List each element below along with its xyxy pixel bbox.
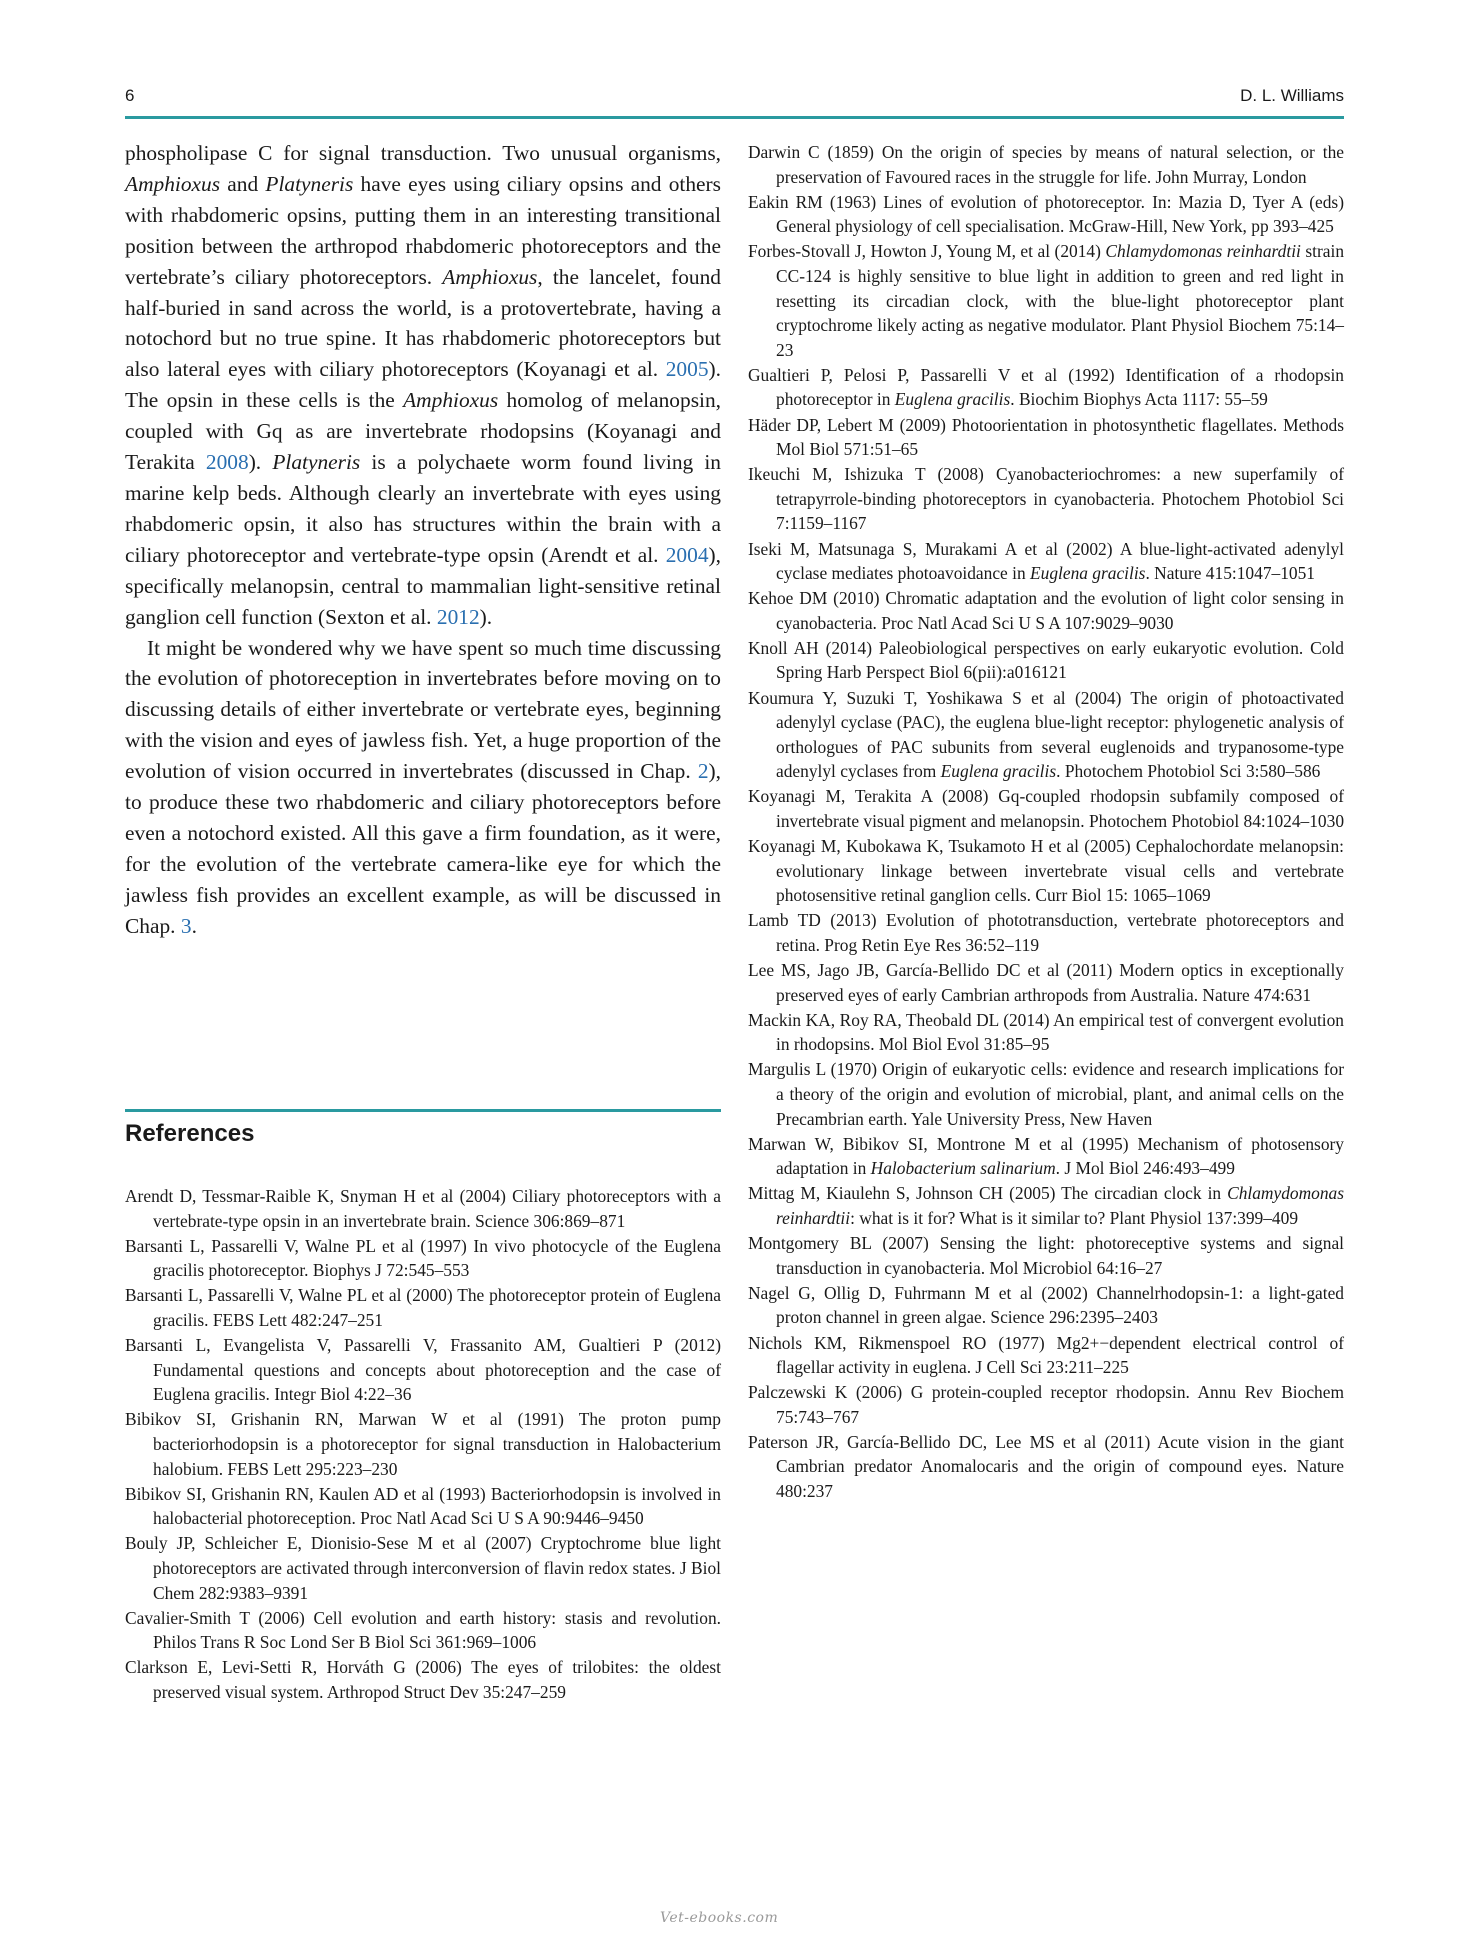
reference-entry: Barsanti L, Passarelli V, Walne PL et al (2000) The photoreceptor protein of Euglena gracilis. FEBS Lett 482:247–251 <box>125 1285 721 1330</box>
reference-entry: Palczewski K (2006) G protein-coupled receptor rhodopsin. Annu Rev Biochem 75:743–767 <box>748 1382 1344 1427</box>
reference-entry: Kehoe DM (2010) Chromatic adaptation and the evolution of light color sensing in cyanobacteria. Proc Natl Acad Sci U S A 107:9029–9030 <box>748 588 1344 633</box>
reference-entry: Eakin RM (1963) Lines of evolution of photoreceptor. In: Mazia D, Tyer A (eds) General physiology of cell specialisation. McGraw-Hill, New York, pp 393–425 <box>748 191 1344 237</box>
reference-entry: Knoll AH (2014) Paleobiological perspectives on early eukaryotic evolution. Cold Spring Harb Perspect Biol 6(pii):a016121 <box>748 637 1344 683</box>
reference-entry: Koyanagi M, Terakita A (2008) Gq-coupled rhodopsin subfamily composed of invertebrate visual pigment and melanopsin. Photochem Photobiol 84:1024–1030 <box>748 786 1345 832</box>
reference-entry: Ikeuchi M, Ishizuka T (2008) Cyanobacteriochromes: a new superfamily of tetrapyrrole-binding photoreceptors in cyanobacteria. Photochem Photobiol Sci 7:1159–1167 <box>748 464 1344 534</box>
references-rule <box>125 1109 721 1112</box>
page-number: 6 <box>125 86 135 105</box>
italic-text: Amphioxus <box>403 388 499 413</box>
italic-text: Euglena gracilis <box>894 389 1011 410</box>
reference-entry: Koyanagi M, Kubokawa K, Tsukamoto H et al (2005) Cephalochordate melanopsin: evolutionary linkage between invertebrate visual cells and vertebrate photosensitive retinal ganglion cells. Curr Biol 15: 1065–1069 <box>748 836 1344 906</box>
reference-entry: Forbes-Stovall J, Howton J, Young M, et al (2014) Chlamydomonas reinhardtii strain CC-124 is highly sensitive to blue light in addition to green and red light in resetting its circadian clock, with the blue-light photoreceptor plant cryptochrome likely acting as negative modulator. Plant Physiol Biochem 75:14–23 <box>748 241 1345 360</box>
reference-entry: Mittag M, Kiaulehn S, Johnson CH (2005) The circadian clock in Chlamydomonas reinhardtii: what is it for? What is it similar to? Plant Physiol 137:399–409 <box>748 1183 1344 1229</box>
reference-entry: Cavalier-Smith T (2006) Cell evolution and earth history: stasis and revolution. Philos Trans R Soc Lond Ser B Biol Sci 361:969–1006 <box>125 1607 721 1653</box>
reference-entry: Lee MS, Jago JB, García-Bellido DC et al (2011) Modern optics in exceptionally preserved eyes of early Cambrian arthropods from Australia. Nature 474:631 <box>748 960 1344 1005</box>
citation-link[interactable]: 2012 <box>436 604 480 629</box>
references-list-left <box>125 1184 721 1705</box>
reference-entry: Montgomery BL (2007) Sensing the light: photoreceptive systems and signal transduction in cyanobacteria. Mol Microbiol 64:16–27 <box>748 1233 1344 1278</box>
reference-entry: Marwan W, Bibikov SI, Montrone M et al (1995) Mechanism of photosensory adaptation in Halobacterium salinarium. J Mol Biol 246:493–499 <box>748 1133 1344 1179</box>
italic-text: Chlamydomonas reinhardtii <box>1105 241 1301 262</box>
running-head-author: D. L. Williams <box>1240 86 1344 105</box>
reference-entry: Barsanti L, Passarelli V, Walne PL et al (1997) In vivo photocycle of the Euglena gracilis photoreceptor. Biophys J 72:545–553 <box>125 1235 721 1281</box>
reference-entry: Paterson JR, García-Bellido DC, Lee MS et al (2011) Acute vision in the giant Cambrian predator Anomalocaris and the origin of compound eyes. Nature 480:237 <box>748 1431 1344 1502</box>
italic-text: Euglena gracilis <box>940 761 1057 782</box>
reference-entry: Mackin KA, Roy RA, Theobald DL (2014) An empirical test of convergent evolution in rhodopsins. Mol Biol Evol 31:85–95 <box>748 1009 1344 1055</box>
citation-link[interactable]: 2005 <box>665 357 709 382</box>
body-paragraph: It might be wondered why we have spent so much time discussing the evolution of photoreception in invertebrates before moving on to discussing details of either invertebrate or vertebrate eyes, beginning with the vision and eyes of jawless fish. Yet, a huge proportion of the evolution of vision occurred in invertebrates (discussed in Chap. 2), to produce these two rhabdomeric and ciliary photoreceptors before even a notochord existed. All this gave a firm foundation, as it were, for the evolution of the vertebrate camera-like eye for which the jawless fish provides an excellent example, as will be discussed in Chap. 3. <box>125 635 721 938</box>
reference-entry: Bibikov SI, Grishanin RN, Marwan W et al (1991) The proton pump bacteriorhodopsin is a photoreceptor for signal transduction in Halobacterium halobium. FEBS Lett 295:223–230 <box>125 1409 721 1479</box>
italic-text: Platyneris <box>265 171 354 196</box>
italic-text: Platyneris <box>272 450 361 475</box>
page-header <box>125 84 1344 120</box>
reference-entry: Bouly JP, Schleicher E, Dionisio-Sese M et al (2007) Cryptochrome blue light photoreceptors are activated through interconversion of flavin redox states. J Biol Chem 282:9383–9391 <box>125 1533 721 1603</box>
watermark: Vet-ebooks.com <box>660 1910 779 1926</box>
italic-text: Amphioxus <box>125 171 221 196</box>
reference-entry: Darwin C (1859) On the origin of species by means of natural selection, or the preservation of Favoured races in the struggle for life. John Murray, London <box>748 142 1344 187</box>
reference-entry: Nagel G, Ollig D, Fuhrmann M et al (2002) Channelrhodopsin-1: a light-gated proton channel in green algae. Science 296:2395–2403 <box>748 1282 1344 1328</box>
reference-entry: Gualtieri P, Pelosi P, Passarelli V et al (1992) Identification of a rhodopsin photoreceptor in Euglena gracilis. Biochim Biophys Acta 1117: 55–59 <box>748 364 1344 410</box>
references-list-right <box>748 140 1344 1504</box>
italic-text: Amphioxus <box>442 264 538 289</box>
header-rule <box>125 116 1344 119</box>
reference-entry: Koumura Y, Suzuki T, Yoshikawa S et al (2004) The origin of photoactivated adenylyl cyclase (PAC), the euglena blue-light receptor: phylogenetic analysis of orthologues of PAC subunits from several euglenoids and trypanosome-type adenylyl cyclases from Euglena gracilis. Photochem Photobiol Sci 3:580–586 <box>748 687 1344 782</box>
reference-entry: Bibikov SI, Grishanin RN, Kaulen AD et al (1993) Bacteriorhodopsin is involved in halobacterial photoreception. Proc Natl Acad Sci U S A 90:9446–9450 <box>125 1483 721 1529</box>
references-heading: References <box>125 1120 255 1147</box>
reference-entry: Barsanti L, Evangelista V, Passarelli V, Frassanito AM, Gualtieri P (2012) Fundamental questions and concepts about photoreception and the case of Euglena gracilis. Integr Biol 4:22–36 <box>125 1335 721 1405</box>
citation-link[interactable]: 2004 <box>665 542 709 567</box>
citation-link[interactable]: 2 <box>697 759 709 784</box>
body-text-column <box>125 138 721 942</box>
italic-text: Euglena gracilis <box>1030 563 1146 584</box>
italic-text: Halobacterium salinarium <box>870 1158 1056 1179</box>
citation-link[interactable]: 3 <box>180 913 192 938</box>
reference-entry: Iseki M, Matsunaga S, Murakami A et al (2002) A blue-light-activated adenylyl cyclase mediates photoavoidance in Euglena gracilis. Nature 415:1047–1051 <box>748 538 1344 584</box>
italic-text: Chlamydomonas reinhardtii <box>776 1183 1344 1229</box>
reference-entry: Clarkson E, Levi-Setti R, Horváth G (2006) The eyes of trilobites: the oldest preserved visual system. Arthropod Struct Dev 35:247–259 <box>125 1657 721 1702</box>
citation-link[interactable]: 2008 <box>205 450 249 475</box>
reference-entry: Häder DP, Lebert M (2009) Photoorientation in photosynthetic flagellates. Methods Mol Biol 571:51–65 <box>748 414 1344 460</box>
reference-entry: Margulis L (1970) Origin of eukaryotic cells: evidence and research implications for a theory of the origin and evolution of microbial, plant, and animal cells on the Precambrian earth. Yale University Press, New Haven <box>748 1059 1344 1129</box>
reference-entry: Lamb TD (2013) Evolution of phototransduction, vertebrate photoreceptors and retina. Prog Retin Eye Res 36:52–119 <box>748 910 1344 955</box>
body-paragraph: phospholipase C for signal transduction. Two unusual organisms, Amphioxus and Platyneris have eyes using ciliary opsins and others with rhabdomeric opsins, putting them in an interesting transitional position between the arthropod rhabdomeric photoreceptors and the vertebrate’s ciliary photoreceptors. Amphioxus, the lancelet, found half-buried in sand across the world, is a protovertebrate, having a notochord but no true spine. It has rhabdomeric photoreceptors but also lateral eyes with ciliary photoreceptors (Koyanagi et al. 2005). The opsin in these cells is the Amphioxus homolog of melanopsin, coupled with Gq as are invertebrate rhodopsins (Koyanagi and Terakita 2008). Platyneris is a polychaete worm found living in marine kelp beds. Although clearly an invertebrate with eyes using rhabdomeric opsin, it also has structures within the brain with a ciliary photoreceptor and vertebrate-type opsin (Arendt et al. 2004), specifically melanopsin, central to mammalian light-sensitive retinal ganglion cell function (Sexton et al. 2012). <box>125 141 722 629</box>
reference-entry: Arendt D, Tessmar-Raible K, Snyman H et al (2004) Ciliary photoreceptors with a vertebrate-type opsin in an invertebrate brain. Science 306:869–871 <box>125 1186 721 1231</box>
reference-entry: Nichols KM, Rikmenspoel RO (1977) Mg2+−dependent electrical control of flagellar activity in euglena. J Cell Sci 23:211–225 <box>748 1332 1344 1378</box>
